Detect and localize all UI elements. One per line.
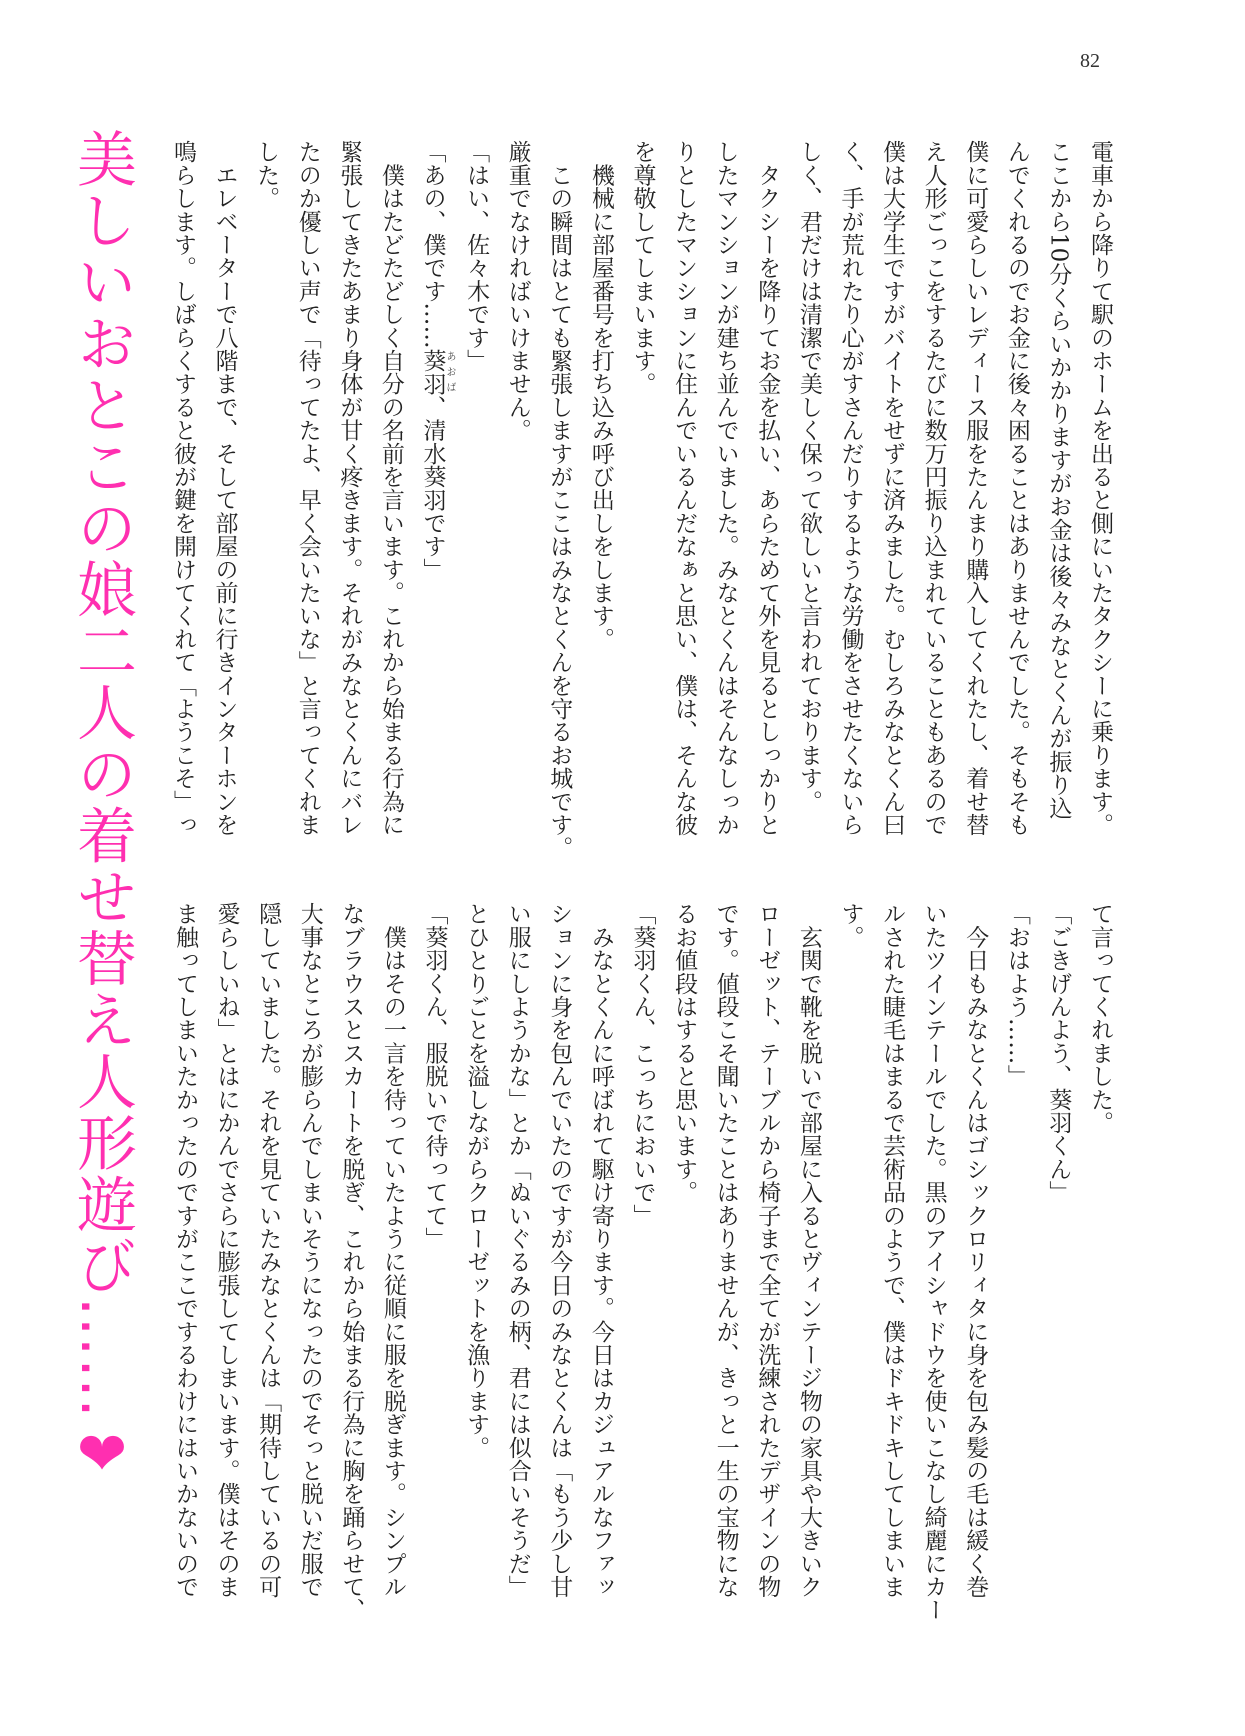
text-line: 隠していました。それを見ていたみなとくんは「期待しているの可 xyxy=(255,902,282,1598)
text-line: 鳴らします。しばらくすると彼が鍵を開けてくれて「ようこそ」っ xyxy=(169,140,196,836)
page-number: 82 xyxy=(1080,50,1100,72)
ruby-line-after: 、清水葵羽です」 xyxy=(419,395,446,581)
text-line: 「ごきげんよう、葵羽くん」 xyxy=(1045,902,1072,1204)
name-ruby xyxy=(419,348,455,396)
text-line: たのか優しい声で「待ってたよ、早く会いたいな」と言ってくれま xyxy=(294,140,321,836)
text-line: 大事なところが膨らんでしまいそうになったのでそっと脱いだ服で xyxy=(296,902,323,1598)
text-line: この瞬間はとても緊張しますがここはみなとくんを守るお城です。 xyxy=(546,140,573,860)
text-line: ま触ってしまいたかったのですがここでするわけにはいかないので xyxy=(171,902,198,1598)
text-line: 厳重でなければいけません。 xyxy=(504,140,531,442)
text-line: え人形ごっこをするたびに数万円振り込まれていることもあるので xyxy=(920,140,947,836)
text-line: す。 xyxy=(837,902,864,949)
text-line: 「葵羽くん、こっちにおいで」 xyxy=(629,902,656,1227)
text-line: ローゼット、テーブルから椅子まで全てが洗練されたデザインの物 xyxy=(754,902,781,1598)
text-line: を尊敬してしまいます。 xyxy=(629,140,656,396)
text-line: ここから10分くらいかかりますがお金は後々みなとくんが振り込 xyxy=(1045,140,1072,820)
text-line: 「おはよう……」 xyxy=(1003,902,1030,1088)
text-line: とひとりごとを溢しながらクローゼットを漁ります。 xyxy=(463,902,490,1459)
text-block-top xyxy=(161,140,1120,860)
text-line: しく、君だけは清潔で美しく保って欲しいと言われております。 xyxy=(795,140,822,813)
text-line: 僕に可愛らしいレディース服をたんまり購入してくれたし、着せ替 xyxy=(962,140,989,836)
text-line: です。値段こそ聞いたことはありませんが、きっと一生の宝物にな xyxy=(712,902,739,1598)
text-line: 電車から降りて駅のホームを出ると側にいたタクシーに乗ります。 xyxy=(1087,140,1113,836)
text-line: ルされた睫毛はまるで芸術品のようで、僕はドキドキしてしまいま xyxy=(879,902,906,1598)
text-line: 僕は大学生ですがバイトをせずに済みました。むしろみなとくん曰 xyxy=(879,140,906,836)
text-line: なブラウスとスカートを脱ぎ、これから始まる行為に胸を踊らせて、 xyxy=(338,902,365,1622)
ruby-line-before: 「あの、僕です…… xyxy=(419,140,446,349)
text-block-bottom xyxy=(163,902,1120,1622)
text-line: いたツインテールでした。黒のアイシャドウを使いこなし綺麗にカー xyxy=(920,902,947,1622)
text-line: したマンションが建ち並んでいました。みなとくんはそんなしっか xyxy=(712,140,739,836)
text-line: ションに身を包んでいたのですが今日のみなとくんは「もう少し甘 xyxy=(546,902,573,1598)
text-line: 機械に部屋番号を打ち込み呼び出しをします。 xyxy=(587,140,614,651)
text-line: タクシーを降りてお金を払い、あらためて外を見るとしっかりと xyxy=(754,140,781,836)
chapter-title: 美しいおとこの娘二人の着せ替え人形遊び……❤ xyxy=(67,128,137,1491)
text-line: りとしたマンションに住んでいるんだなぁと思い、僕は、そんな彼 xyxy=(671,140,698,836)
ruby-reading: あおば xyxy=(444,348,455,396)
text-line: く、手が荒れたり心がすさんだりするような労働をさせたくないら xyxy=(837,140,864,836)
text-line: した。 xyxy=(253,140,280,210)
text-line: みなとくんに呼ばれて駆け寄ります。今日はカジュアルなファッ xyxy=(587,902,614,1598)
text-line: 「葵羽くん、服脱いで待ってて」 xyxy=(421,902,448,1250)
text-line: 緊張してきたあまり身体が甘く疼きます。それがみなとくんにバレ xyxy=(336,140,363,836)
text-line: 今日もみなとくんはゴシックロリィタに身を包み髪の毛は緩く巻 xyxy=(962,902,989,1599)
text-line: 僕はたどたどしく自分の名前を言います。これから始まる行為に xyxy=(377,140,404,836)
text-line: んでくれるのでお金に後々困ることはありませんでした。そもそも xyxy=(1003,140,1030,836)
text-line: い服にしようかな」とか「ぬいぐるみの柄、君には似合いそうだ」 xyxy=(504,902,531,1598)
ruby-base: 葵羽 xyxy=(419,348,446,396)
text-line: エレベーターで八階まで、そして部屋の前に行きインターホンを xyxy=(211,140,238,836)
text-line: 愛らしいね」とはにかんでさらに膨張してしまいます。僕はそのま xyxy=(213,902,240,1598)
text-line: 僕はその一言を待っていたように従順に服を脱ぎます。シンプル xyxy=(379,902,406,1598)
text-line: るお値段はすると思います。 xyxy=(671,902,698,1204)
text-line: 「はい、佐々木です」 xyxy=(463,140,490,372)
text-line: 玄関で靴を脱いで部屋に入るとヴィンテージ物の家具や大きいク xyxy=(795,902,822,1598)
text-line-with-ruby xyxy=(411,140,455,860)
text-line: て言ってくれました。 xyxy=(1087,902,1113,1134)
